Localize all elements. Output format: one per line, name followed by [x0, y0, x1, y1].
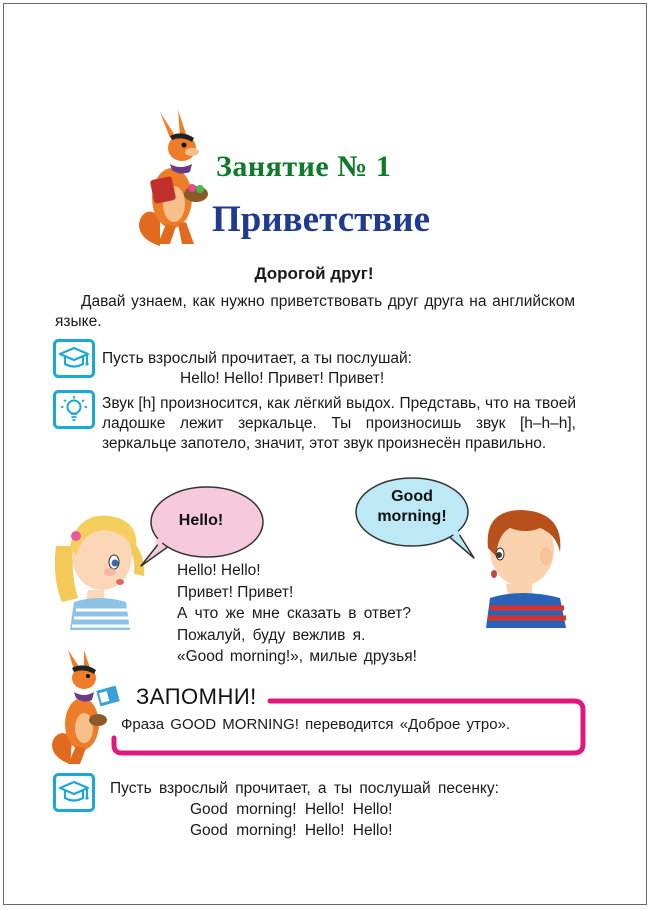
hello-line: Hello! Hello! Привет! Привет! [180, 370, 385, 387]
remember-title: ЗАПОМНИ! [136, 684, 257, 709]
poem [177, 560, 417, 668]
poem-line-4: Пожалуй, буду вежлив я. [177, 626, 366, 644]
intro-paragraph: Давай узнаем, как нужно приветствовать друг друга на английском языке. [55, 293, 575, 330]
song-instruction-text: Пусть взрослый прочитает, а ты послушай песенку: [110, 780, 499, 797]
lightbulb-icon [53, 390, 95, 429]
lesson-number: Занятие № 1 [216, 150, 392, 183]
remember-text: Фраза GOOD MORNING! переводится «Доброе утро». [121, 716, 511, 733]
song-line-1: Good morning! Hello! Hello! [190, 801, 393, 818]
instruction-text: Пусть взрослый прочитает, а ты послушай: [102, 350, 412, 367]
girl-illustration [48, 506, 148, 630]
poem-line-5: «Good morning!», милые друзья! [177, 648, 417, 665]
boy-illustration [470, 504, 572, 628]
graduation-cap-icon [53, 339, 95, 378]
poem-line-3: А что же мне сказать в ответ? [177, 605, 412, 622]
girl-bubble-text: Hello! [178, 512, 224, 529]
boy-bubble-line-2: morning! [377, 508, 447, 525]
poem-line-2: Привет! Привет! [177, 583, 294, 601]
graduation-cap-icon [53, 773, 95, 812]
lesson-title: Приветствие [212, 199, 431, 240]
page-frame [3, 3, 647, 905]
song-line-2: Good morning! Hello! Hello! [190, 822, 393, 839]
tip-paragraph: Звук [h] произносится, как лёгкий выдох. Представь, что на твоей ладошке лежит зеркальце. Ты произносишь звук [h–h–h], зеркальце запотело, значит, этот звук произнесён правильно. [102, 395, 576, 452]
kangaroo-mascot-illustration [130, 108, 220, 248]
poem-line-1: Hello! Hello! [177, 562, 261, 579]
boy-bubble-text [362, 487, 462, 527]
greeting-heading: Дорогой друг! [254, 264, 374, 283]
boy-bubble-line-1: Good [391, 488, 433, 505]
